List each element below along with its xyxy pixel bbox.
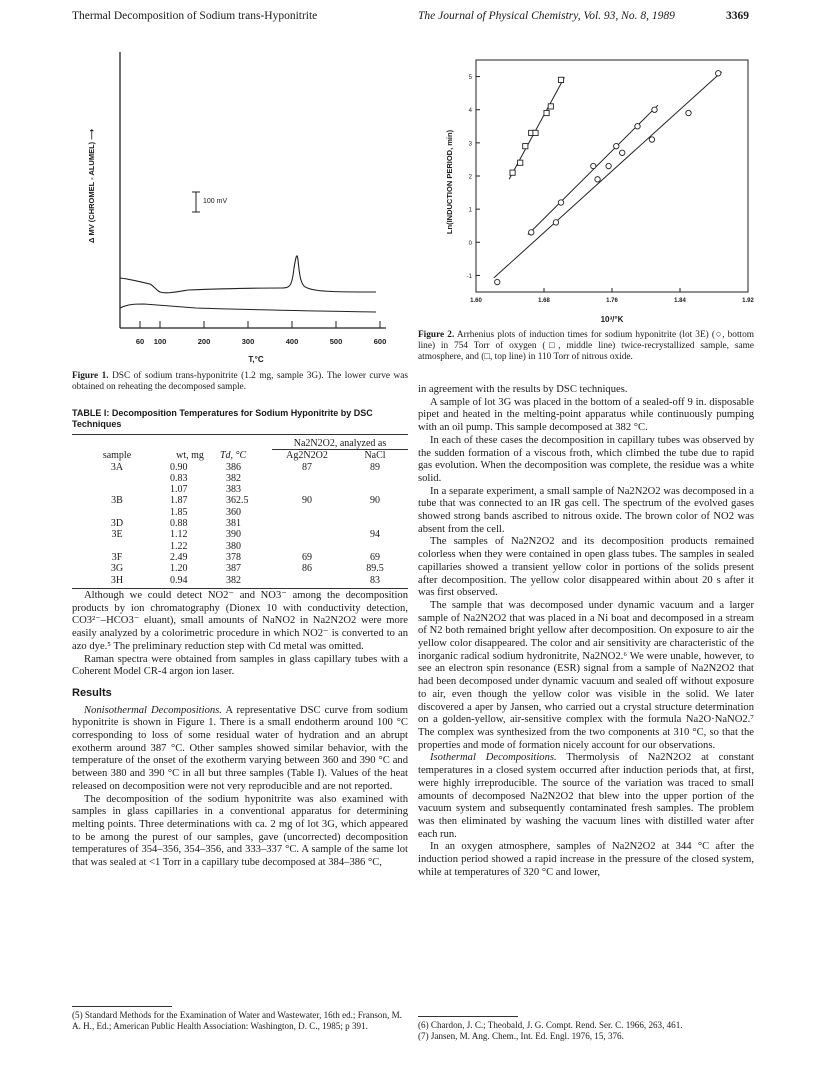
paragraph: In each of these cases the decomposition in capillary tubes was observed by the sudden formation of a viscous froth, which climbed the tube due to rapid gas evolution. When the decomposition was complete, the residue was a white solid. xyxy=(418,434,754,484)
table-cell: 390 xyxy=(226,529,241,541)
figure-1-caption xyxy=(72,371,408,393)
paragraph: in agreement with the results by DSC techniques. xyxy=(418,384,628,395)
figure-1-ylabel: Δ MV (CHROMEL - ALUMEL) ⟶ xyxy=(87,128,96,244)
table-cell: 360 xyxy=(226,506,241,518)
table-cell: 0.90 xyxy=(170,461,188,473)
data-point-circle xyxy=(652,107,657,112)
figure-1-xtick: 400 xyxy=(285,337,299,346)
table-cell: 87 xyxy=(302,461,312,473)
paragraph: Nonisothermal Decompositions. A representative DSC curve from sodium hyponitrite is shown in Figure 1. There is a small endotherm around 100 °C corresponding to loss of some residual water of hydration and an abrupt exotherm around 387 °C. Other samples showed similar behavior, with the temperature of the onset of the exotherm varying between 360 and 390 °C and between 380 and 390 °C in all but three samples (Table I). Values of the heat released on decomposition were not very reproducible and are not reported. xyxy=(72,704,408,792)
table-cell: 382 xyxy=(226,574,241,586)
section-heading-results: Results xyxy=(72,686,112,699)
table-1-grid xyxy=(72,438,408,586)
figure-1-xtick: 200 xyxy=(197,337,211,346)
table-cell: 2.49 xyxy=(170,551,188,563)
figure-2-xlabel: 10³/°K xyxy=(600,315,624,324)
table-cell: 3H xyxy=(110,574,124,586)
y-tick-label: -1 xyxy=(466,273,472,280)
data-point-square xyxy=(533,130,538,135)
table-1-title xyxy=(72,408,408,430)
footnote-5: (5) Standard Methods for the Examination of Water and Wastewater, 16th ed.; Franson, M. A. H., Ed.; American Public Health Association: Washington, D. C., 1985; p 391. xyxy=(72,1010,402,1031)
paragraph: Isothermal Decompositions. Thermolysis of Na2N2O2 at constant temperatures in a closed system occurred after induction periods that, at first, were highly irreproducible. The source of the variation was traced to small amounts of decomposed Na2N2O2 that blew into the upper portion of the vacuum system and subsequently contaminated fresh samples. The problem was then eliminated by washing the vacuum lines with distilled water after each run. xyxy=(418,752,754,840)
table-cell: 387 xyxy=(226,563,241,575)
table-cell: 3E xyxy=(111,529,123,541)
y-tick-label: 3 xyxy=(468,141,472,148)
data-point-circle xyxy=(529,230,534,235)
table-1-title-text: Decomposition Temperatures for Sodium Hyponitrite by DSC Techniques xyxy=(72,408,373,429)
table-cell: 1.20 xyxy=(170,563,188,575)
paragraph-lead: Nonisothermal Decompositions. xyxy=(84,704,222,716)
data-point-square xyxy=(518,160,523,165)
figure-2-arrhenius-plot xyxy=(418,52,754,328)
data-point-square xyxy=(558,77,563,82)
figure-1-caption-label: Figure 1. xyxy=(72,371,109,381)
table-cell: 1.87 xyxy=(170,495,188,507)
table-cell: 3G xyxy=(110,563,124,575)
table-cell xyxy=(72,473,162,484)
figure-1-xtick: 600 xyxy=(373,337,387,346)
table-cell: 386 xyxy=(226,461,241,473)
table-cell: 383 xyxy=(226,484,241,496)
table-cell: 89 xyxy=(370,461,380,473)
y-tick-label: 4 xyxy=(468,108,472,115)
table-cell xyxy=(342,541,408,552)
table-cell: 69 xyxy=(370,551,380,563)
data-point-circle xyxy=(649,137,654,142)
table-cell: 1.12 xyxy=(170,529,188,541)
table-row xyxy=(72,552,408,563)
table-cell: 3A xyxy=(110,461,124,473)
table-cell xyxy=(72,484,162,495)
data-point-square xyxy=(523,144,528,149)
dsc-curve-upper xyxy=(120,256,376,293)
table-1-col-header: NaCl xyxy=(364,450,386,462)
table-cell xyxy=(342,473,408,484)
table-row xyxy=(72,563,408,574)
figure-2-ylabel: Ln(INDUCTION PERIOD, min) xyxy=(445,129,454,235)
paragraph: The decomposition of the sodium hyponitrite was also examined with samples in glass capillaries in a conventional apparatus for determining melting points. Three determinations with ca. 2 mg of lot 3G, which appeared to be among the purest of our samples, gave (uncorrected) decomposition temperatures of 354–356, 354–356, and 333–337 °C. A sample of the same lot that was sealed at <1 Torr in a capillary tube decomposed at 384–386 °C, xyxy=(72,793,408,869)
table-cell: 381 xyxy=(226,518,241,530)
x-tick-label: 1.68 xyxy=(538,298,550,304)
table-cell: 3B xyxy=(111,495,123,507)
table-row xyxy=(72,473,408,484)
figure-1-dsc-plot xyxy=(76,46,406,368)
table-cell: 380 xyxy=(226,540,241,552)
dsc-curve-lower xyxy=(120,304,376,312)
figure-2-caption xyxy=(418,330,754,363)
table-cell: 3D xyxy=(110,518,124,530)
footnote-6: (6) Chardon, J. C.; Theobald, J. G. Compt. Rend. Ser. C. 1966, 263, 461. xyxy=(418,1020,683,1030)
y-tick-label: 0 xyxy=(468,240,472,247)
data-point-circle xyxy=(558,200,563,205)
running-header-right: The Journal of Physical Chemistry, Vol. 93, No. 8, 1989 xyxy=(418,10,675,22)
fit-line-series-3 xyxy=(494,72,722,278)
table-cell: 69 xyxy=(302,551,312,563)
y-tick-label: 2 xyxy=(468,174,472,181)
table-cell: 83 xyxy=(370,574,380,586)
table-cell: 0.94 xyxy=(170,574,188,586)
table-row xyxy=(72,495,408,506)
table-cell xyxy=(272,575,342,586)
table-cell: 94 xyxy=(370,529,380,541)
table-cell: 90 xyxy=(302,495,312,507)
table-row xyxy=(72,575,408,586)
x-tick-label: 1.76 xyxy=(606,298,618,304)
table-1 xyxy=(72,408,408,589)
data-point-circle xyxy=(614,143,619,148)
data-point-square xyxy=(544,110,549,115)
table-1-group-header: Na2N2O2, analyzed as xyxy=(272,438,408,450)
table-cell: 89.5 xyxy=(366,563,384,575)
scale-bar xyxy=(192,192,200,212)
table-row xyxy=(72,484,408,495)
running-header-left: Thermal Decomposition of Sodium trans-Hyponitrite xyxy=(72,10,318,22)
data-point-circle xyxy=(716,71,721,76)
figure-1-xtick: 60 xyxy=(135,337,145,346)
table-1-col-header: Ag2N2O2 xyxy=(286,450,328,462)
data-point-circle xyxy=(495,279,500,284)
table-cell xyxy=(272,473,342,484)
paragraph: The sample that was decomposed under dynamic vacuum and a larger sample of Na2N2O2 that was placed in a Ni boat and decomposed in a stream of N2 both remained bright yellow after decomposition. On exposure to air the yellow color disappeared. The color and air sensitivity are characteristic of the inorganic radical sodium hydronitrite, Na2NO2.⁶ We were unable, however, to see an electron spin resonance (ESR) signal from a sample of Na2N2O2 that had been decomposed under dynamic vacuum and sealed off without exposure to air, even though the yellow color was visible in the solid. We later discovered a aper by Jansen, who carried out a crystal structure determination on a golden-yellow, air-sensitive complex with the formula Na2O·NaNO2.⁷ The complex was synthesized from the two components at 310 °C, so that the properties and mode of formation nicely account for our observations. xyxy=(418,599,754,751)
table-cell: 1.85 xyxy=(170,506,188,518)
table-row xyxy=(72,529,408,540)
right-column-text xyxy=(418,384,754,879)
paragraph: The samples of Na2N2O2 and its decomposition products remained colorless when they were contained in open glass tubes. The samples in sealed capillaries showed a transient yellow color in portions of the solids present after decomposition. The yellow color disappeared within about 20 s after it was first observed. xyxy=(418,536,754,599)
paragraph: In a separate experiment, a small sample of Na2N2O2 was decomposed in a tube that was connected to an IR gas cell. The spectrum of the evolved gases showed strong bands ascribed to nitrous oxide. The brown color of NO2 was absent from the cell. xyxy=(418,485,754,535)
table-cell xyxy=(72,507,162,518)
figure-1-caption-text: DSC of sodium trans-hyponitrite (1.2 mg, sample 3G). The lower curve was obtained on reheating the decomposed sample. xyxy=(72,371,408,392)
table-cell: 3F xyxy=(111,551,123,563)
table-cell: 0.88 xyxy=(170,518,188,530)
figure-1-xtick: 300 xyxy=(241,337,255,346)
data-point-square xyxy=(548,104,553,109)
table-cell xyxy=(342,507,408,518)
page-number: 3369 xyxy=(726,10,749,22)
table-cell: 90 xyxy=(370,495,380,507)
table-1-title-label: TABLE I: xyxy=(72,408,110,418)
data-point-circle xyxy=(620,150,625,155)
x-tick-label: 1.92 xyxy=(742,298,754,304)
paragraph: Raman spectra were obtained from samples in glass capillary tubes with a Coherent Model CR-4 argon ion laser. xyxy=(72,653,408,678)
footnote-7: (7) Jansen, M. Ang. Chem., Int. Ed. Engl. 1976, 15, 376. xyxy=(418,1031,624,1041)
y-tick-label: 5 xyxy=(468,75,472,82)
table-cell xyxy=(342,518,408,529)
table-cell xyxy=(272,518,342,529)
data-point-circle xyxy=(606,163,611,168)
data-point-circle xyxy=(635,124,640,129)
table-cell: 1.22 xyxy=(170,540,188,552)
table-cell xyxy=(342,484,408,495)
data-point-circle xyxy=(595,177,600,182)
table-cell xyxy=(272,529,342,540)
left-column-text xyxy=(72,590,408,870)
table-cell: 378 xyxy=(226,551,241,563)
table-row xyxy=(72,541,408,552)
data-point-circle xyxy=(553,220,558,225)
x-tick-label: 1.60 xyxy=(470,298,482,304)
table-1-col-header: Td, °C xyxy=(220,450,247,462)
data-point-square xyxy=(510,170,515,175)
table-cell: 86 xyxy=(302,563,312,575)
figure-1-xtick: 500 xyxy=(329,337,343,346)
table-cell xyxy=(272,484,342,495)
data-point-circle xyxy=(686,110,691,115)
paragraph: Although we could detect NO2⁻ and NO3⁻ among the decomposition products by ion chromatography (Dionex 10 with conductivity detection, CO3²⁻–HCO3⁻ eluant), small amounts of NaNO2 in Na2N2O2 were more easily analyzed by a colorimetric procedure in which NO2⁻ is converted to an azo dye.⁵ The preliminary reduction step with Cd metal was omitted. xyxy=(72,590,408,652)
paragraph-lead: Isothermal Decompositions. xyxy=(430,752,557,764)
table-row xyxy=(72,462,408,473)
table-cell: 1.07 xyxy=(170,484,188,496)
figure-1-x-ticks xyxy=(140,321,380,328)
table-cell xyxy=(272,507,342,518)
table-cell: 0.83 xyxy=(170,472,188,484)
figure-1-xtick: 100 xyxy=(153,337,167,346)
table-cell: 362.5 xyxy=(226,495,249,507)
figure-1-xlabel: T,°C xyxy=(248,355,264,364)
paragraph: A sample of lot 3G was placed in the bottom of a sealed-off 9 in. disposable pipet and heated in the melting-point apparatus while continuously pumping with an oil pump. This sample decomposed at 382 °C. xyxy=(418,396,754,434)
scale-bar-label: 100 mV xyxy=(203,198,228,205)
table-row xyxy=(72,507,408,518)
table-row xyxy=(72,518,408,529)
table-cell xyxy=(272,541,342,552)
data-point-circle xyxy=(591,163,596,168)
figure-2-caption-text: Arrhenius plots of induction times for sodium hyponitrite (lot 3E) (○, bottom line) in 754 Torr of oxygen (□, middle line) twice-recrystallized sample, same atmosphere, and (□, top line) in 110 Torr of nitrous oxide. xyxy=(418,330,754,362)
table-cell: 382 xyxy=(226,472,241,484)
table-cell xyxy=(72,541,162,552)
figure-2-caption-label: Figure 2. xyxy=(418,330,455,340)
table-1-col-header: wt, mg xyxy=(176,450,204,462)
paragraph: In an oxygen atmosphere, samples of Na2N2O2 at 344 °C after the induction period showed a rapid increase in the pressure of the closed system, while at temperatures of 320 °C and lower, xyxy=(418,841,754,878)
y-tick-label: 1 xyxy=(468,207,472,214)
table-1-col-header: sample xyxy=(102,450,132,462)
x-tick-label: 1.84 xyxy=(674,298,686,304)
